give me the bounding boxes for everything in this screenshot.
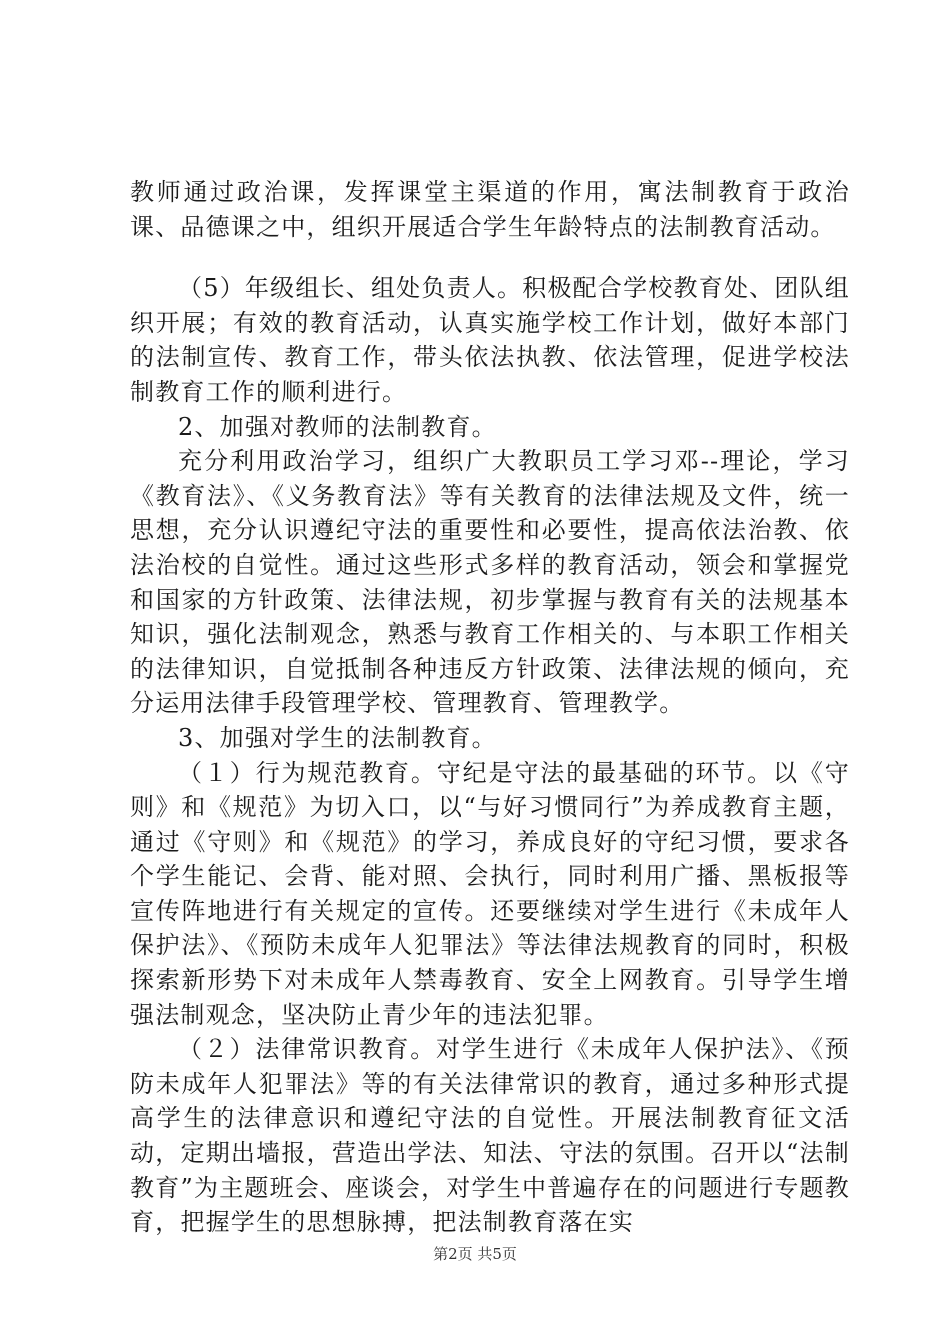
document-body (130, 175, 850, 1240)
paragraph-3: 充分利用政治学习，组织广大教职员工学习邓--理论，学习《教育法》、《义务教育法》等有关教育的法律法规及文件，统一思想，充分认识遵纪守法的重要性和必要性，提高依法治教、依法治校的自觉性。通过这些形式多样的教育活动，领会和掌握党和国家的方针政策、法律法规，初步掌握与教育有关的法规基本知识，强化法制观念，熟悉与教育工作相关的、与本职工作相关的法律知识，自觉抵制各种违反方针政策、法律法规的倾向，充分运用法律手段管理学校、管理教育、管理教学。 (130, 447, 850, 718)
section-heading-3: 3、加强对学生的法制教育。 (178, 723, 497, 752)
section-heading-2: 2、加强对教师的法制教育。 (178, 412, 497, 441)
paragraph-4: （１）行为规范教育。守纪是守法的最基础的环节。以《守则》和《规范》为切入口，以“与好习惯同行”为养成教育主题，通过《守则》和《规范》的学习，养成良好的守纪习惯，要求各个学生能记、会背、能对照、会执行，同时利用广播、黑板报等宣传阵地进行有关规定的宣传。还要继续对学生进行《未成年人保护法》、《预防未成年人犯罪法》等法律法规教育的同时，积极探索新形势下对未成年人禁毒教育、安全上网教育。引导学生增强法制观念，坚决防止青少年的违法犯罪。 (130, 758, 850, 1029)
paragraph-1: 教师通过政治课，发挥课堂主渠道的作用，寓法制教育于政治课、品德课之中，组织开展适合学生年龄特点的法制教育活动。 (130, 178, 850, 241)
paragraph-5: （２）法律常识教育。对学生进行《未成年人保护法》、《预防未成年人犯罪法》等的有关法律常识的教育，通过多种形式提高学生的法律意识和遵纪守法的自觉性。开展法制教育征文活动，定期出墙报，营造出学法、知法、守法的氛围。召开以“法制教育”为主题班会、座谈会，对学生中普遍存在的问题进行专题教育，把握学生的思想脉搏，把法制教育落在实 (130, 1035, 850, 1237)
paragraph-2: （5）年级组长、组处负责人。积极配合学校教育处、团队组织开展；有效的教育活动，认真实施学校工作计划，做好本部门的法制宣传、教育工作，带头依法执教、依法管理，促进学校法制教育工作的顺利进行。 (130, 274, 850, 406)
page-number-footer: 第2页 共5页 (433, 1245, 517, 1263)
